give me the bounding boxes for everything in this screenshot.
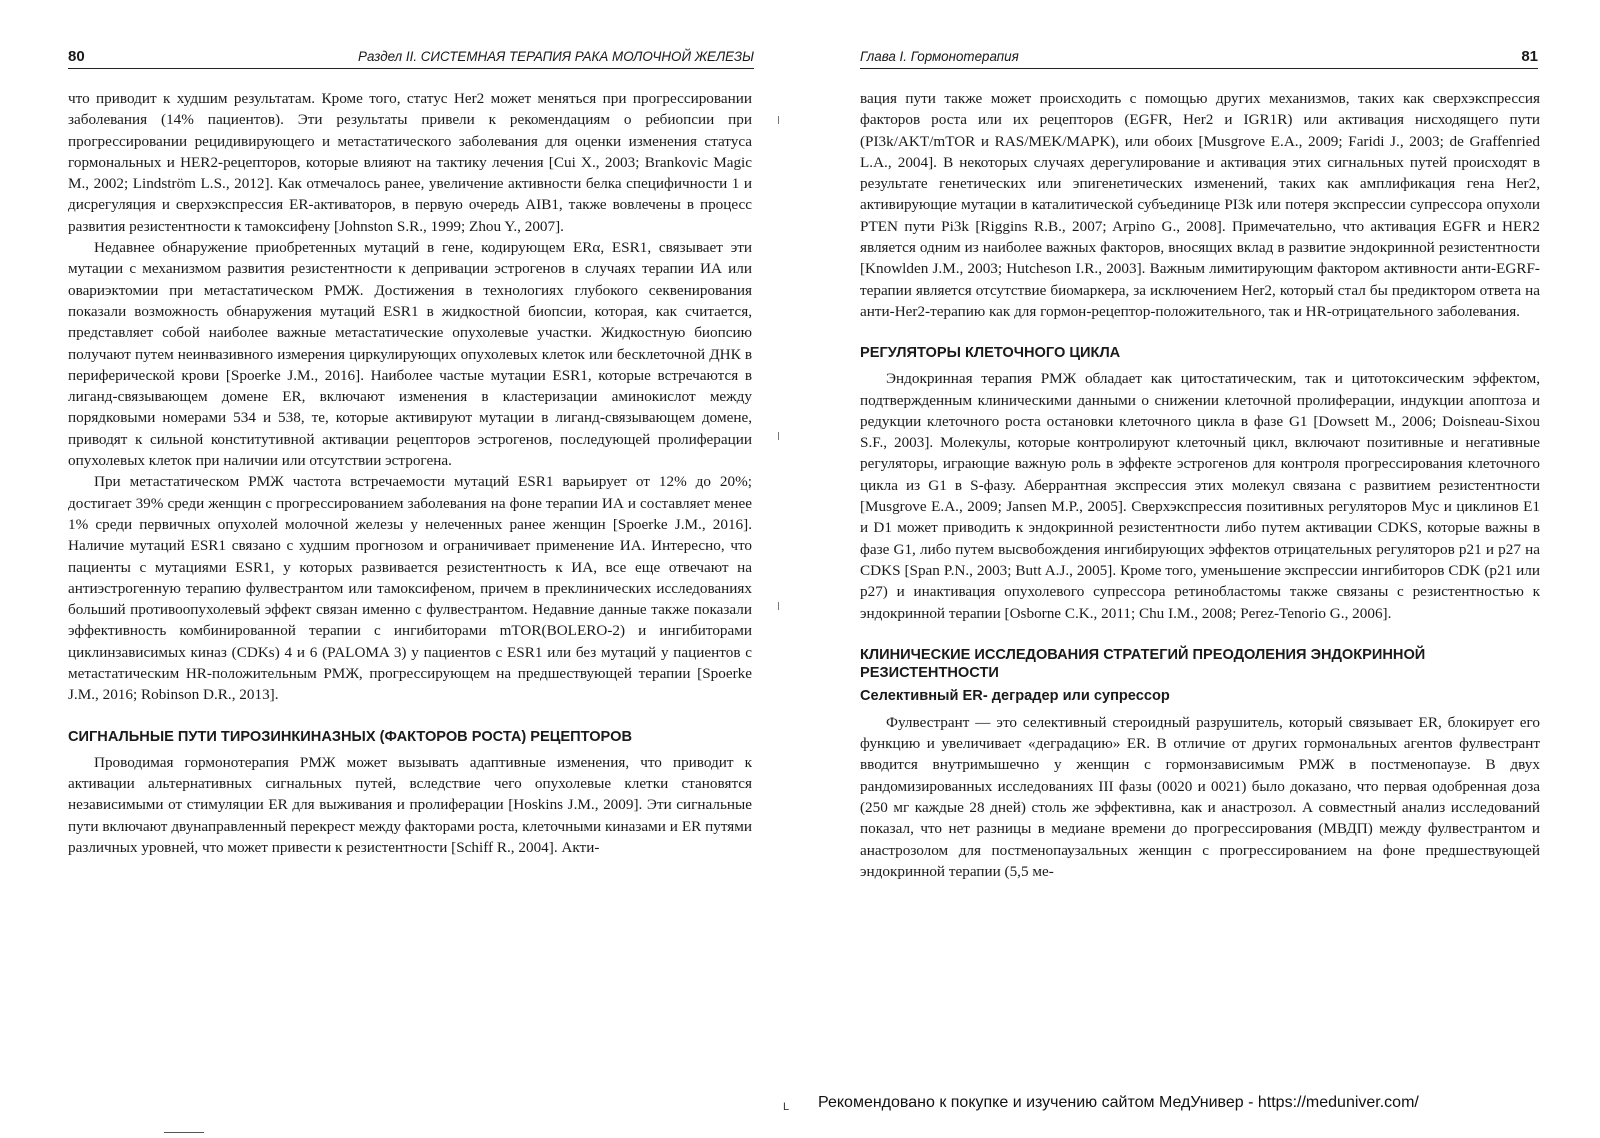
gutter-mark [778,116,779,124]
left-page [0,0,790,1138]
running-header-left [68,46,754,69]
running-header-right [860,46,1538,69]
gutter-mark [778,602,779,610]
body-paragraph: Фулвестрант — это селективный стероидный разрушитель, который связывает ER, блокирует его функцию и увеличивает «деградацию» ER. В отличие от других гормональных агентов фулвестрант вводится внутримышечно у женщин с гормонзависимым РМЖ в постменопаузе. В двух рандомизированных исследованиях III фазы (0020 и 0021) было доказано, что первая одобренная доза (250 мг каждые 28 дней) столь же эффективна, как и анастрозол. А совместный анализ исследований показал, что нет разницы в медиане времени до прогрессирования (МВДП) между фулвестрантом и анастрозолом для постменопаузальных женщин с прогрессированием на фоне предшествующей эндокринной терапии (5,5 ме- [860,713,1540,880]
body-paragraph: что приводит к худшим результатам. Кроме того, статус Her2 может меняться при прогрессировании заболевания (14% пациентов). Эти результаты привели к рекомендациям о ребиопсии при прогрессировании рецидивирующего и метастатического заболевания для оценки изменения статуса гормональных и HER2-рецепторов, которые влияют на тактику лечения [Cui X., 2003; Brankovic Magic M., 2002; Lindström L.S., 2012]. Как отмечалось ранее, увеличение активности белка специфичности 1 и дисрегуляция и сверхэкспрессия ER-активаторов, в первую очередь AIB1, также вовлечены в процесс развития резистентности к тамоксифену [Johnston S.R., 1999; Zhou Y., 2007]. [68,90,752,235]
subsection-heading: Селективный ER- деградер или супрессор [860,687,1170,704]
page-number: 80 [68,48,85,65]
running-title: Глава I. Гормонотерапия [860,49,1019,64]
section-heading: РЕГУЛЯТОРЫ КЛЕТОЧНОГО ЦИКЛА [860,345,1121,362]
scan-mark: L [783,1101,790,1113]
gutter-mark [778,432,779,440]
running-title: Раздел II. СИСТЕМНАЯ ТЕРАПИЯ РАКА МОЛОЧНОЙ ЖЕЛЕЗЫ [358,49,754,64]
body-paragraph: Эндокринная терапия РМЖ обладает как цитостатическим, так и цитотоксическим эффектом, подтвержденным клиническими данными о снижении клеточной пролиферации, индукции апоптоза и редукции клеточного роста остановки клеточного цикла в фазе G1 [Dowsett M., 2006; Doisneau-Sixou S.F., 2003]. Молекулы, которые контролируют клеточный цикл, включают позитивные и негативные регуляторы, играющие важную роль в эффекте эстрогенов для контроля прогрессирования клеточного цикла из G1 в S-фазу. Аберрантная экспрессия этих молекул связана с развитием резистентности [Musgrove E.A., 2009; Jansen M.P., 2005]. Сверхэкспрессия позитивных регуляторов Myc и циклинов E1 и D1 может приводить к эндокринной резистентности либо путем активации CDKS, которые важны в фазе G1, либо путем высвобождения ингибирующих эффектов отрицательных регуляторов p21 и p27 на CDKS [Span P.N., 2003; Butt A.J., 2005]. Кроме того, уменьшение экспрессии ингибиторов CDK (p21 или p27) и инактивация опухолевого супрессора ретинобластомы также связаны с резистентностью к эндокринной терапии [Osborne C.K., 2011; Chu I.M., 2008; Perez-Tenorio G., 2006]. [860,370,1540,622]
body-paragraph: вация пути также может происходить с помощью других механизмов, таких как сверхэкспрессия факторов роста или их рецепторов (EGFR, Her2 и IGR1R) или активация нисходящего пути (PI3k/AKT/mTOR и RAS/MEK/MAPK), или обоих [Musgrove E.A., 2009; Faridi J., 2003; de Graffenried L.A., 2004]. В некоторых случаях дерегулирование и активация этих сигнальных путей происходят в результате генетических или эпигенетических изменений, таких как амплификация гена Her2, активирующие мутации в каталитической субъединице PI3k или потеря экспрессии супрессора опухоли PTEN пути Pi3k [Riggins R.B., 2007; Arpino G., 2008]. Примечательно, что активация EGFR и HER2 является одним из наиболее важных факторов, вносящих вклад в развитие эндокринной резистентности [Knowlden J.M., 2003; Hutcheson I.R., 2003]. Важным лимитирующим фактором активности анти-EGRF-терапии является отсутствие биомаркера, за исключением Her2, который стал бы предиктором ответа на анти-Her2-терапию как для гормон-рецептор-положительного, так и HR-отрицательного заболевания. [860,90,1540,320]
body-paragraph: Недавнее обнаружение приобретенных мутаций в гене, кодирующем ERα, ESR1, связывает эти мутации с механизмом развития резистентности к депривации эстрогенов в случаях терапии ИА или овариэктомии при метастатическом РМЖ. Достижения в технологиях глубокого секвенирования показали возможность обнаружения мутаций ESR1 в жидкостной биопсии, которая, как считается, представляет собой наиболее важные метастатические опухолевые участки. Жидкостную биопсию получают путем неинвазивного измерения циркулирующих опухолевых клеток или бесклеточной ДНК в периферической крови [Spoerke J.M., 2016]. Наиболее частые мутации ESR1, которые встречаются в лиганд-связывающем домене ER, включают изменения в кластеризации аминокислот между порядковыми номерами 534 и 538, те, которые активируют мутации в лиганд-связывающем домене, приводят к сильной конститутивной активации рецепторов эстрогенов, последующей пролиферации опухолевых клеток при наличии или отсутствии эстрогена. [68,239,752,470]
section-heading: КЛИНИЧЕСКИЕ ИССЛЕДОВАНИЯ СТРАТЕГИЙ ПРЕОДОЛЕНИЯ ЭНДОКРИННОЙ РЕЗИСТЕНТНОСТИ [860,646,1426,681]
left-page-body [68,88,752,858]
right-page-body [860,88,1540,882]
page-number: 81 [1521,48,1538,65]
footer-note: Рекомендовано к покупке и изучению сайтом МедУнивер - https://meduniver.com/ [818,1094,1419,1111]
body-paragraph: Проводимая гормонотерапия РМЖ может вызывать адаптивные изменения, что приводит к активации альтернативных сигнальных путей, вследствие чего опухолевые клетки становятся независимыми от стимуляции ER для выживания и пролиферации [Hoskins J.M., 2009]. Эти сигнальные пути включают двунаправленный перекрест между факторами роста, клеточными киназами и ER путями различных уровней, что может привести к резистентности [Schiff R., 2004]. Акти- [68,753,752,856]
body-paragraph: При метастатическом РМЖ частота встречаемости мутаций ESR1 варьирует от 12% до 20%; достигает 39% среди женщин с прогрессированием заболевания на фоне терапии ИА и составляет менее 1% среди первичных опухолей молочной железы у нелеченных ранее женщин [Spoerke J.M., 2016]. Наличие мутаций ESR1 связано с худшим прогнозом и ограничивает применение ИА. Интересно, что пациенты с мутациями ESR1, у которых развивается резистентность к ИА, все еще отвечают на антиэстрогенную терапию фулвестрантом или тамоксифеном, причем в преклинических исследованиях больший противоопухолевый эффект связан именно с фулвестрантом. Недавние данные также показали эффективность комбинированной терапии с ингибиторами mTOR(BOLERO-2) и ингибиторами циклинзависимых киназ (CDKs) 4 и 6 (PALOMA 3) у пациентов с ESR1 или без мутаций у пациентов с метастатическим HR-положительным РМЖ, прогрессирующем на предшествующей терапии [Spoerke J.M., 2016; Robinson D.R., 2013]. [68,473,752,704]
section-heading: СИГНАЛЬНЫЕ ПУТИ ТИРОЗИНКИНАЗНЫХ (ФАКТОРОВ РОСТА) РЕЦЕПТОРОВ [68,728,632,745]
bottom-rule [164,1132,204,1133]
right-page [810,0,1600,1138]
